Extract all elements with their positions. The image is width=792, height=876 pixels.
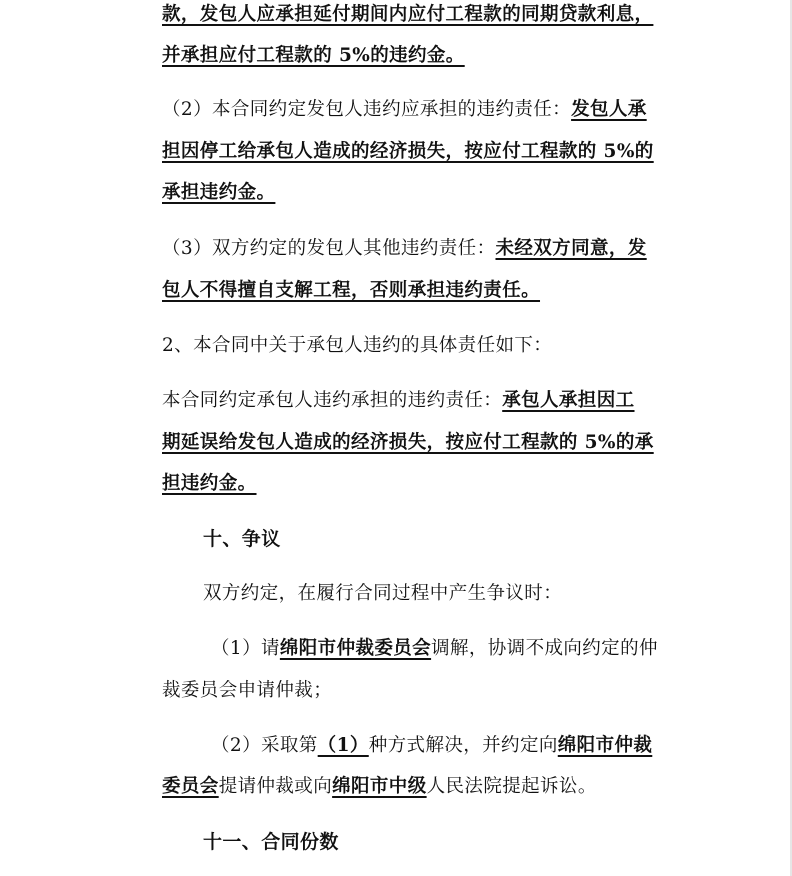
plain-text: （2）本合同约定发包人违约应承担的违约责任： xyxy=(162,99,572,120)
clause-line-14 xyxy=(211,637,658,661)
clause-line-13 xyxy=(203,582,562,606)
emphasized-text: 承包人承担因工 xyxy=(502,390,635,411)
clause-line-9 xyxy=(162,389,635,413)
emphasized-text: 绵阳市仲裁委员会 xyxy=(279,638,432,659)
emphasized-text: 委员会 xyxy=(162,776,219,797)
plain-text: （2）采取第 xyxy=(211,735,318,756)
clause-line-15 xyxy=(162,679,332,703)
section-heading-copies xyxy=(203,830,339,854)
plain-text: 提请仲裁或向 xyxy=(218,776,333,797)
emphasized-text: 担因停工给承包人造成的经济损失，按应付工程款的 5%的 xyxy=(162,141,654,162)
plain-text: 双方约定，在履行合同过程中产生争议时： xyxy=(203,583,563,604)
section-heading-dispute xyxy=(203,527,281,551)
clause-line-6 xyxy=(162,237,647,261)
plain-text: 人民法院提起诉讼。 xyxy=(426,776,597,797)
emphasized-text: 发包人承 xyxy=(571,99,647,120)
emphasized-text: 包人不得擅自支解工程，否则承担违约责任。 xyxy=(162,280,541,301)
clause-line-1 xyxy=(162,3,653,27)
clause-line-3 xyxy=(162,98,647,122)
emphasized-text: 期延误给发包人造成的经济损失，按应付工程款的 5%的承 xyxy=(162,432,654,453)
emphasized-text: 并承担应付工程款的 5%的违约金。 xyxy=(162,45,465,66)
emphasized-text: 绵阳市中级 xyxy=(332,776,427,797)
emphasized-text: 承担违约金。 xyxy=(162,182,276,203)
clause-line-17 xyxy=(162,775,597,799)
clause-line-5 xyxy=(162,181,275,205)
emphasized-text: 未经双方同意，发 xyxy=(495,238,647,259)
plain-text: 本合同约定承包人违约承担的违约责任： xyxy=(162,390,503,411)
plain-text: （1）请 xyxy=(211,638,280,659)
clause-line-8 xyxy=(162,334,552,358)
heading-text: 十一、合同份数 xyxy=(203,831,339,853)
clause-line-16 xyxy=(211,734,652,758)
clause-line-4 xyxy=(162,140,654,164)
clause-line-7 xyxy=(162,279,540,303)
clause-line-11 xyxy=(162,472,257,496)
plain-text: （3）双方约定的发包人其他违约责任： xyxy=(162,238,496,259)
plain-text: 调解，协调不成向约定的仲 xyxy=(431,638,658,659)
heading-text: 十、争议 xyxy=(203,528,281,550)
plain-text: 裁委员会申请仲裁； xyxy=(162,680,333,701)
clause-line-2 xyxy=(162,44,465,68)
emphasized-text: （1） xyxy=(317,735,369,756)
emphasized-text: 担违约金。 xyxy=(162,473,257,494)
emphasized-text: 绵阳市仲裁 xyxy=(557,735,653,756)
emphasized-text: 款，发包人应承担延付期间内应付工程款的同期贷款利息， xyxy=(162,4,654,25)
clause-line-10 xyxy=(162,431,654,455)
plain-text: 2、本合同中关于承包人违约的具体责任如下： xyxy=(162,335,553,356)
plain-text: 种方式解决，并约定向 xyxy=(368,735,558,756)
